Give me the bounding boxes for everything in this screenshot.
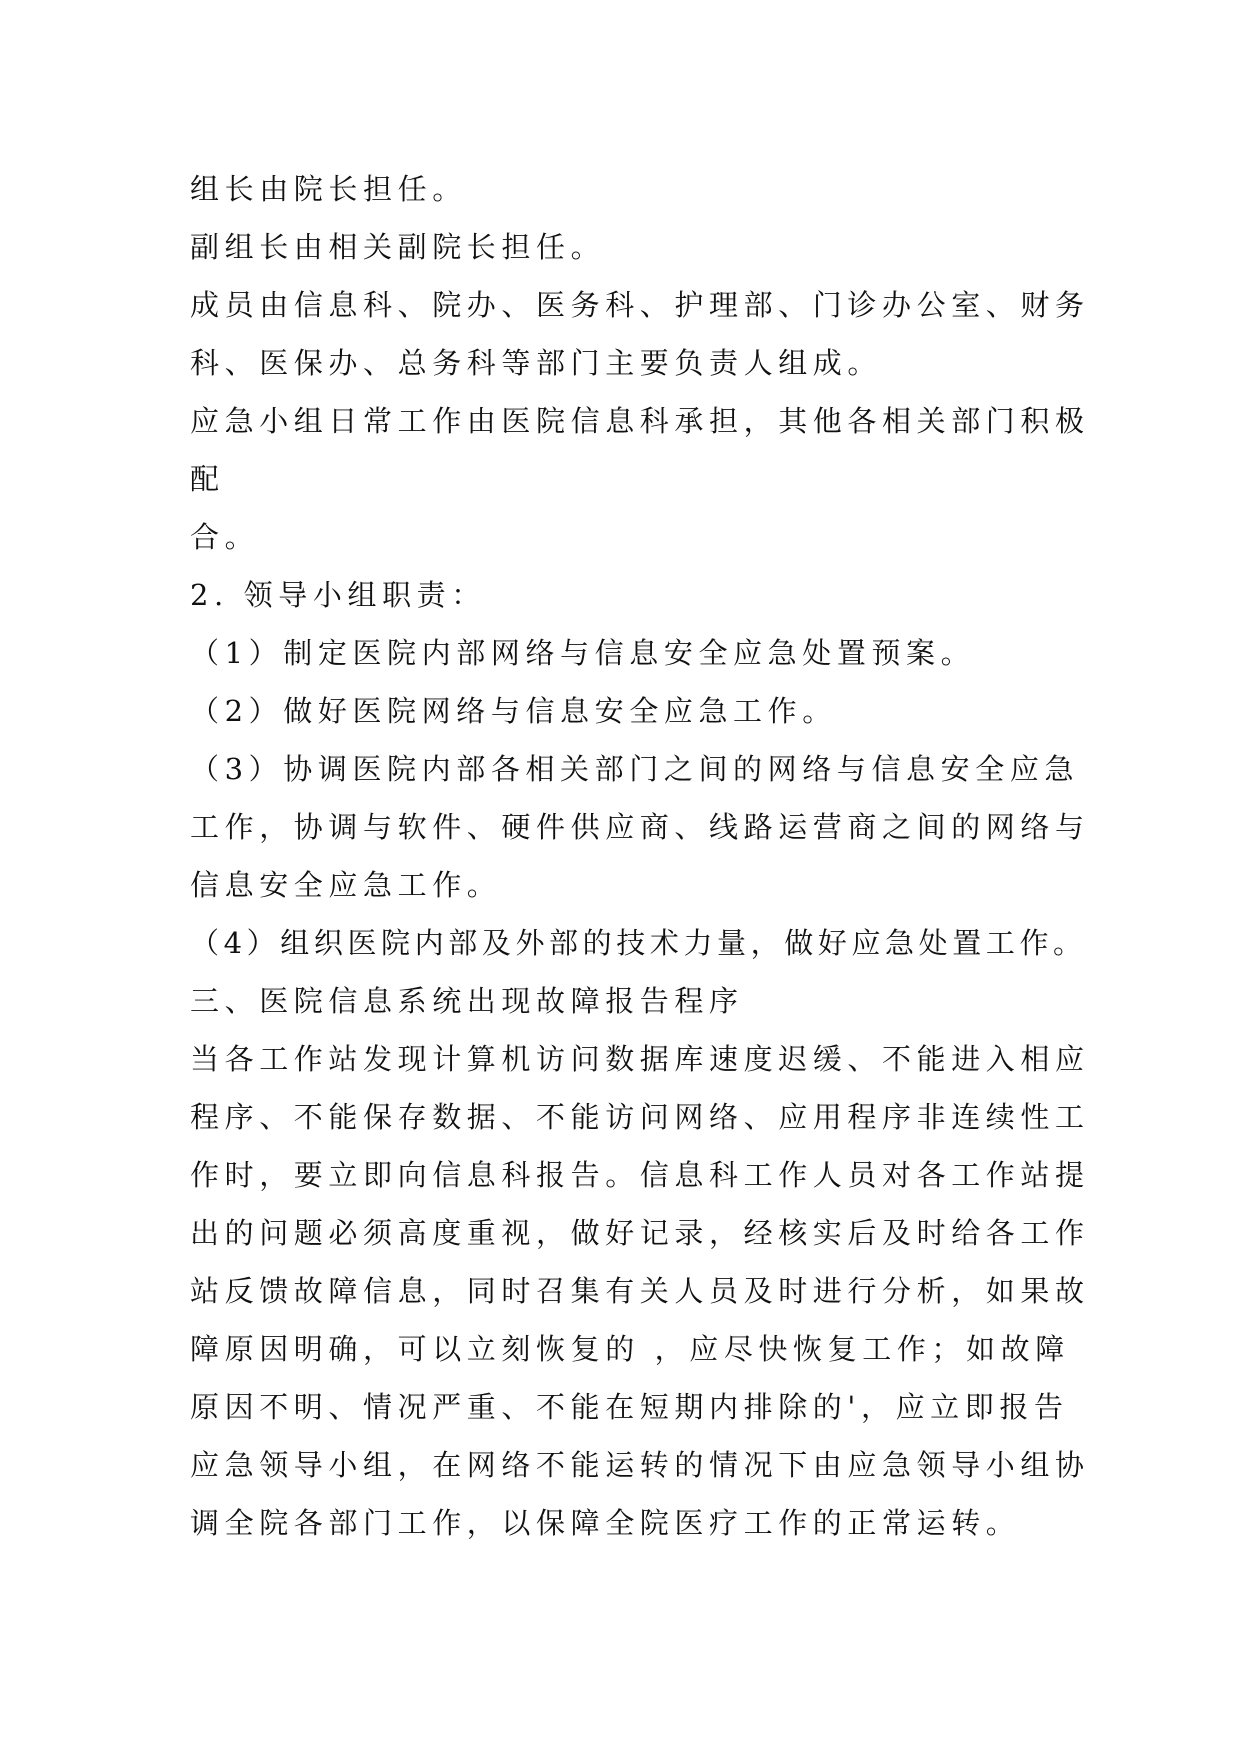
text-line: 应急领导小组，在网络不能运转的情况下由应急领导小组协 xyxy=(190,1448,1090,1482)
list-item: （1）制定医院内部网络与信息安全应急处置预案。 xyxy=(190,636,976,670)
section-heading: 2. 领导小组职责： xyxy=(190,578,486,612)
text-line: 作时，要立即向信息科报告。信息科工作人员对各工作站提 xyxy=(190,1158,1090,1192)
text-line: 信息安全应急工作。 xyxy=(190,868,502,902)
text-line: 应急小组日常工作由医院信息科承担，其他各相关部门积极 xyxy=(190,404,1090,438)
text-line: 成员由信息科、院办、医务科、护理部、门诊办公室、财务 xyxy=(190,288,1090,322)
text-line: 工作，协调与软件、硬件供应商、线路运营商之间的网络与 xyxy=(190,810,1090,844)
list-item: （4）组织医院内部及外部的技术力量，做好应急处置工作。 xyxy=(190,926,1087,960)
text-line: 原因不明、情况严重、不能在短期内排除的'，应立即报告 xyxy=(190,1390,1069,1424)
text-line: 程序、不能保存数据、不能访问网络、应用程序非连续性工 xyxy=(190,1100,1090,1134)
text-line: 合。 xyxy=(190,520,260,554)
document-body xyxy=(190,160,1090,1552)
text-line: 障原因明确，可以立刻恢复的 ，应尽快恢复工作；如故障 xyxy=(190,1332,1070,1366)
list-item: （2）做好医院网络与信息安全应急工作。 xyxy=(190,694,837,728)
text-line: 副组长由相关副院长担任。 xyxy=(190,230,606,264)
text-line: 站反馈故障信息，同时召集有关人员及时进行分析，如果故 xyxy=(190,1274,1090,1308)
list-item: （3）协调医院内部各相关部门之间的网络与信息安全应急 xyxy=(190,752,1080,786)
section-heading: 三、医院信息系统出现故障报告程序 xyxy=(190,984,744,1018)
text-line: 调全院各部门工作，以保障全院医疗工作的正常运转。 xyxy=(190,1506,1021,1540)
text-line: 组长由院长担任。 xyxy=(190,172,467,206)
text-line: 当各工作站发现计算机访问数据库速度迟缓、不能进入相应 xyxy=(190,1042,1090,1076)
text-line: 科、医保办、总务科等部门主要负责人组成。 xyxy=(190,346,883,380)
text-line: 配 xyxy=(190,462,225,496)
text-line: 出的问题必须高度重视，做好记录，经核实后及时给各工作 xyxy=(190,1216,1090,1250)
